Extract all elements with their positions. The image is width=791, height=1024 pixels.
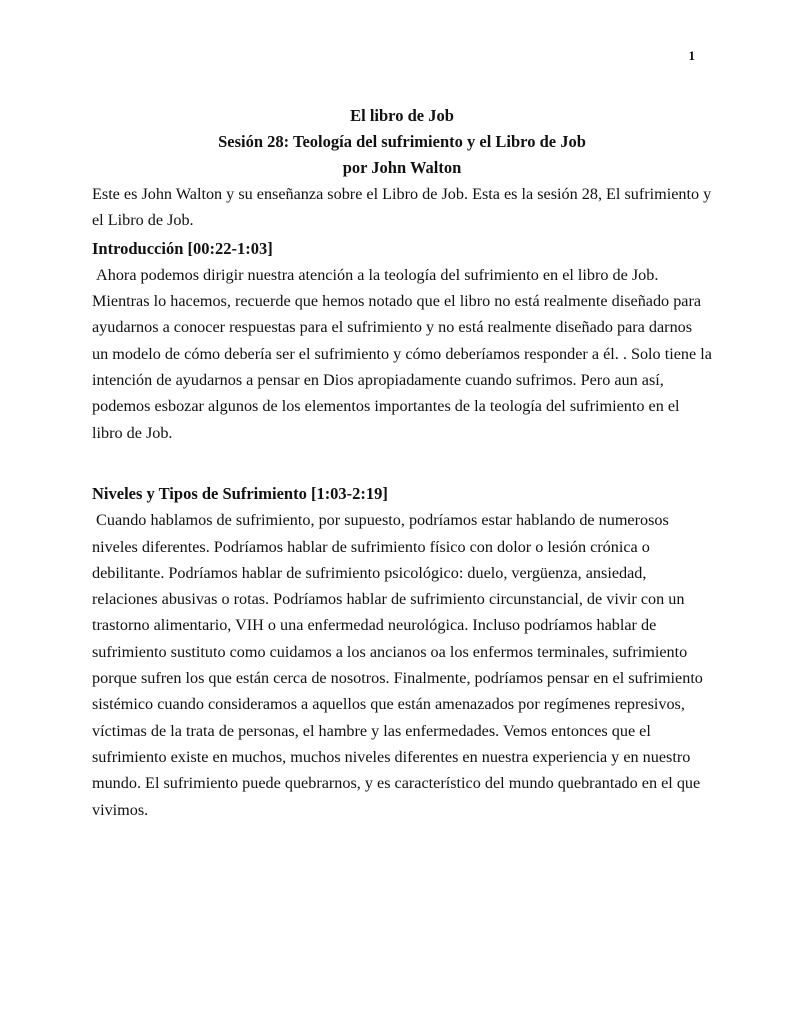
page-number: 1 xyxy=(688,48,695,63)
section-body-niveles: Cuando hablamos de sufrimiento, por supuesto, podríamos estar hablando de numerosos niveles diferentes. Podríamos hablar de sufrimiento físico con dolor o lesión crónica o debilitante. Podríamos hablar de sufrimiento psicológico: duelo, vergüenza, ansiedad, relaciones abusivas o rotas. Podríamos hablar de sufrimiento circunstancial, de vivir con un trastorno alimentario, VIH o una enfermedad neurológica. Incluso podríamos hablar de sufrimiento sustituto como cuidamos a los ancianos oa los enfermos terminales, sufrimiento porque sufren los que están cerca de nosotros. Finalmente, podríamos pensar en el sufrimiento sistémico cuando consideramos a aquellos que están amenazados por regímenes represivos, víctimas de la trata de personas, el hambre y las enfermedades. Vemos entonces que el sufrimiento existe en muchos, muchos niveles diferentes en nuestra experiencia y en nuestro mundo. El sufrimiento puede quebrarnos, y es característico del mundo quebrantado en el que vivimos. xyxy=(92,511,707,819)
session-title: Sesión 28: Teología del sufrimiento y el Libro de Job xyxy=(218,132,586,151)
author-line: por John Walton xyxy=(342,158,462,177)
document-title: El libro de Job xyxy=(350,106,454,125)
section-heading-introduccion: Introducción [00:22-1:03] xyxy=(92,238,273,258)
section-body-introduccion: Ahora podemos dirigir nuestra atención a la teología del sufrimiento en el libro de Job. Mientras lo hacemos, recuerde que hemos notado que el libro no está realmente diseñado para ayudarnos a conocer respuestas para el sufrimiento y no está realmente diseñado para darnos un modelo de cómo debería ser el sufrimiento y cómo deberíamos responder a él. . Solo tiene la intención de ayudarnos a pensar en Dios apropiadamente cuando sufrimos. Pero aun así, podemos esbozar algunos de los elementos importantes de la teología del sufrimiento en el libro de Job. xyxy=(92,265,716,442)
document-body xyxy=(92,103,716,823)
intro-paragraph: Este es John Walton y su enseñanza sobre el Libro de Job. Esta es la sesión 28, El sufrimiento y el Libro de Job. xyxy=(92,185,712,230)
section-heading-niveles: Niveles y Tipos de Sufrimiento [1:03-2:19] xyxy=(92,483,388,503)
